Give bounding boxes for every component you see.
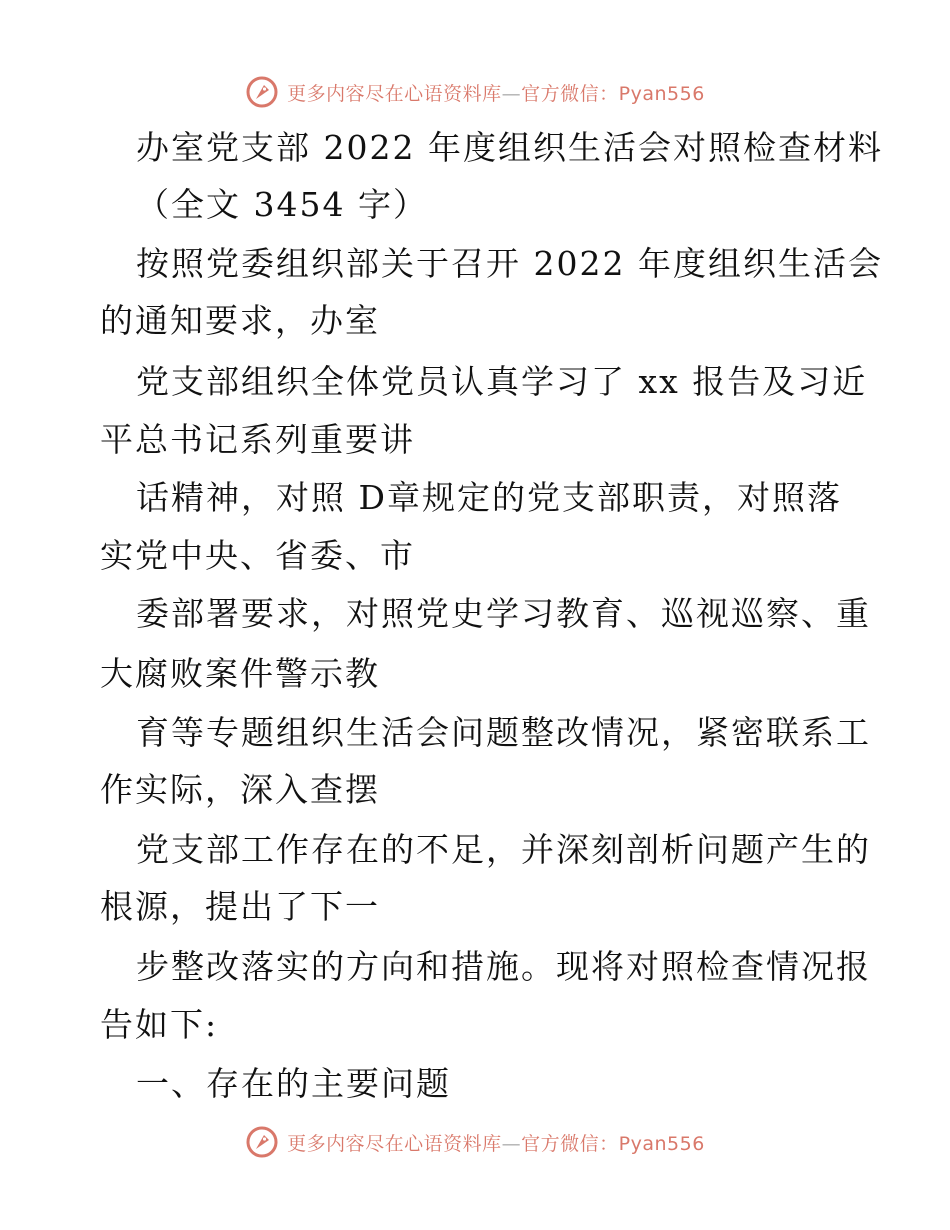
header-watermark [0,72,950,112]
paragraph-line: 作实际，深入查摆 [100,770,380,809]
watermark-wechat: 官方微信：Pyan556 [521,82,705,105]
watermark-brand: 更多内容尽在心语资料库 [287,82,502,105]
watermark-wechat: 官方微信：Pyan556 [521,1132,705,1155]
watermark-text [287,79,705,106]
watermark-brand: 更多内容尽在心语资料库 [287,1132,502,1155]
paragraph-line: 大腐败案件警示教 [100,654,380,693]
paragraph-line: 实党中央、省委、市 [100,536,415,575]
paragraph-line: 根源，提出了下一 [100,887,380,926]
document-title: 办室党支部 2022 年度组织生活会对照检查材料 [136,128,883,167]
watermark-dash: — [501,82,522,105]
pen-nib-logo-icon [245,1125,279,1159]
paragraph-line: 步整改落实的方向和措施。现将对照检查情况报 [136,947,871,986]
paragraph-line: 按照党委组织部关于召开 2022 年度组织生活会 [136,244,883,283]
footer-watermark [0,1122,950,1162]
paragraph-line: 委部署要求，对照党史学习教育、巡视巡察、重 [136,594,871,633]
paragraph-line: 平总书记系列重要讲 [100,420,415,459]
paragraph-line: 的通知要求，办室 [100,301,380,340]
document-subtitle: （全文 3454 字） [136,185,428,224]
watermark-dash: — [501,1132,522,1155]
paragraph-line: 话精神，对照 D章规定的党支部职责，对照落 [136,478,842,517]
paragraph-line: 党支部工作存在的不足，并深刻剖析问题产生的 [136,830,871,869]
section-heading: 一、存在的主要问题 [136,1064,451,1103]
paragraph-line: 告如下: [100,1005,219,1044]
paragraph-line: 育等专题组织生活会问题整改情况，紧密联系工 [136,713,871,752]
paragraph-line: 党支部组织全体党员认真学习了 xx 报告及习近 [136,362,868,401]
watermark-text [287,1129,705,1156]
pen-nib-logo-icon [245,75,279,109]
